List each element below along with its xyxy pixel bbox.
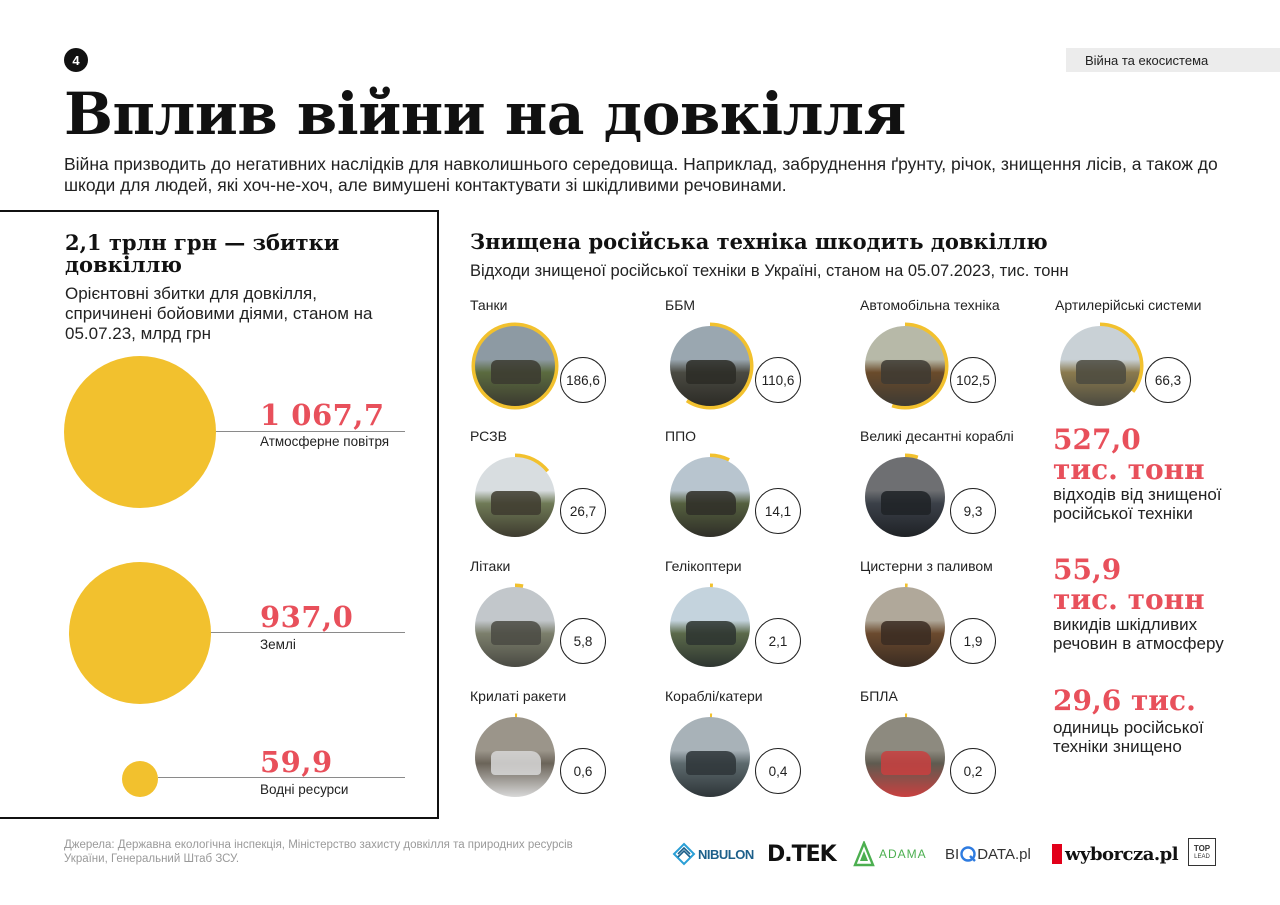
equipment-label: Гелікоптери bbox=[665, 558, 742, 574]
toplead-text-b: LEAD bbox=[1194, 853, 1210, 860]
equipment-value: 110,6 bbox=[755, 357, 801, 403]
equipment-photo bbox=[475, 326, 555, 406]
equipment-value: 66,3 bbox=[1145, 357, 1191, 403]
equipment-photo bbox=[865, 326, 945, 406]
adama-text: ADAMA bbox=[879, 847, 927, 861]
equipment-item bbox=[665, 297, 855, 417]
equipment-photo-shape bbox=[881, 360, 931, 384]
page-number-badge: 4 bbox=[64, 48, 88, 72]
logo-toplead bbox=[1188, 838, 1216, 866]
biqdata-text-a: BI bbox=[945, 845, 960, 863]
logo-nibulon bbox=[672, 840, 754, 868]
damage-value-land: 937,0 bbox=[260, 600, 354, 634]
equipment-photo bbox=[670, 587, 750, 667]
damage-label-land: Землі bbox=[260, 637, 296, 652]
equipment-item bbox=[665, 428, 855, 548]
damage-subtitle: Орієнтовні збитки для довкілля, спричинені бойовими діями, станом на 05.07.23, млрд грн bbox=[65, 284, 373, 343]
equipment-value: 2,1 bbox=[755, 618, 801, 664]
equipment-item bbox=[470, 688, 660, 808]
equipment-photo bbox=[670, 457, 750, 537]
equipment-item bbox=[665, 688, 855, 808]
equipment-photo-shape bbox=[686, 751, 736, 775]
equipment-label: Літаки bbox=[470, 558, 511, 574]
equipment-label: Великі десантні кораблі bbox=[860, 428, 1014, 444]
equipment-label: Цистерни з паливом bbox=[860, 558, 993, 574]
sources-text: Джерела: Державна екологічна інспекція, Міністерство захисту довкілля та природних ресурсів України, Генеральний Штаб ЗСУ. bbox=[64, 839, 573, 865]
stat-waste-unit: тис. тонн bbox=[1053, 453, 1205, 486]
equipment-photo-shape bbox=[491, 751, 541, 775]
equipment-item bbox=[860, 428, 1050, 548]
equipment-photo bbox=[670, 717, 750, 797]
damage-value-water: 59,9 bbox=[260, 745, 333, 779]
equipment-item bbox=[470, 297, 660, 417]
stat-emissions-unit: тис. тонн bbox=[1053, 583, 1205, 616]
nibulon-icon bbox=[672, 842, 696, 866]
equipment-title: Знищена російська техніка шкодить довкіллю bbox=[470, 229, 1048, 254]
damage-bubble-air bbox=[64, 356, 216, 508]
damage-value-air: 1 067,7 bbox=[260, 398, 385, 432]
equipment-photo-shape bbox=[881, 751, 931, 775]
stat-emissions-number: 55,9 bbox=[1053, 553, 1122, 586]
equipment-item bbox=[665, 558, 855, 678]
equipment-photo-shape bbox=[686, 621, 736, 645]
equipment-photo-shape bbox=[1076, 360, 1126, 384]
equipment-value: 26,7 bbox=[560, 488, 606, 534]
equipment-photo-shape bbox=[686, 360, 736, 384]
equipment-value: 5,8 bbox=[560, 618, 606, 664]
damage-title: 2,1 трлн грн — збитки довкіллю bbox=[65, 230, 340, 277]
wyborcza-square-icon bbox=[1052, 844, 1062, 864]
damage-label-air: Атмосферне повітря bbox=[260, 434, 390, 449]
equipment-label: Кораблі/катери bbox=[665, 688, 763, 704]
stat-emissions bbox=[1053, 555, 1243, 653]
equipment-value: 0,4 bbox=[755, 748, 801, 794]
wyborcza-text: wyborcza.pl bbox=[1065, 843, 1179, 865]
equipment-value: 9,3 bbox=[950, 488, 996, 534]
equipment-item bbox=[860, 297, 1050, 417]
stat-waste-number: 527,0 bbox=[1053, 423, 1141, 456]
biqdata-text-b: DATA.pl bbox=[977, 845, 1031, 863]
equipment-photo bbox=[475, 457, 555, 537]
dtek-text: D.TEK bbox=[767, 841, 836, 867]
equipment-value: 14,1 bbox=[755, 488, 801, 534]
equipment-photo bbox=[865, 717, 945, 797]
equipment-label: БПЛА bbox=[860, 688, 898, 704]
equipment-value: 102,5 bbox=[950, 357, 996, 403]
equipment-photo-shape bbox=[491, 491, 541, 515]
equipment-photo-shape bbox=[686, 491, 736, 515]
logo-wyborcza bbox=[1052, 840, 1178, 868]
equipment-label: Танки bbox=[470, 297, 508, 313]
toplead-box bbox=[1188, 838, 1216, 866]
equipment-photo-shape bbox=[491, 621, 541, 645]
stat-waste-desc: відходів від знищеної російської техніки bbox=[1053, 485, 1222, 523]
equipment-label: Артилерійські системи bbox=[1055, 297, 1202, 313]
equipment-value: 1,9 bbox=[950, 618, 996, 664]
equipment-value: 0,6 bbox=[560, 748, 606, 794]
stat-units bbox=[1053, 686, 1223, 756]
damage-bubble-water bbox=[122, 761, 158, 797]
page-title: Вплив війни на довкілля bbox=[64, 80, 906, 148]
equipment-photo-shape bbox=[881, 491, 931, 515]
equipment-photo bbox=[475, 587, 555, 667]
equipment-photo bbox=[1060, 326, 1140, 406]
equipment-label: ППО bbox=[665, 428, 697, 444]
logo-adama bbox=[853, 840, 927, 868]
equipment-photo-shape bbox=[491, 360, 541, 384]
stat-emissions-desc: викидів шкідливих речовин в атмосферу bbox=[1053, 615, 1224, 653]
stat-units-desc: одиниць російської техніки знищено bbox=[1053, 718, 1204, 756]
equipment-item bbox=[470, 428, 660, 548]
equipment-photo bbox=[475, 717, 555, 797]
damage-label-water: Водні ресурси bbox=[260, 782, 349, 797]
equipment-item bbox=[860, 558, 1050, 678]
toplead-text-a: TOP bbox=[1193, 843, 1211, 853]
equipment-value: 0,2 bbox=[950, 748, 996, 794]
equipment-subtitle: Відходи знищеної російської техніки в Україні, станом на 05.07.2023, тис. тонн bbox=[470, 262, 1069, 280]
stat-waste bbox=[1053, 425, 1233, 523]
damage-bubble-land bbox=[69, 562, 211, 704]
equipment-label: Автомобільна техніка bbox=[860, 297, 1000, 313]
logo-biqdata bbox=[945, 840, 1031, 868]
nibulon-text: NIBULON bbox=[698, 846, 754, 862]
equipment-photo bbox=[865, 457, 945, 537]
equipment-value: 186,6 bbox=[560, 357, 606, 403]
equipment-label: Крилаті ракети bbox=[470, 688, 567, 704]
equipment-label: РСЗВ bbox=[470, 428, 507, 444]
equipment-photo bbox=[670, 326, 750, 406]
equipment-photo bbox=[865, 587, 945, 667]
equipment-item bbox=[1055, 297, 1245, 417]
biqdata-q-icon bbox=[959, 845, 977, 863]
adama-icon bbox=[853, 841, 875, 867]
equipment-item bbox=[860, 688, 1050, 808]
logo-dtek bbox=[767, 840, 836, 868]
section-tag: Війна та екосистема bbox=[1066, 48, 1280, 72]
stat-units-number: 29,6 тис. bbox=[1053, 684, 1196, 717]
equipment-photo-shape bbox=[881, 621, 931, 645]
equipment-label: ББМ bbox=[665, 297, 696, 313]
equipment-item bbox=[470, 558, 660, 678]
intro-text: Війна призводить до негативних наслідків для навколишнього середовища. Наприклад, забруднення ґрунту, річок, знищення лісів, а також до шкоди для людей, які хоч-не-хоч, але вимушені контактувати зі шкідливими речовинами. bbox=[64, 154, 1218, 195]
